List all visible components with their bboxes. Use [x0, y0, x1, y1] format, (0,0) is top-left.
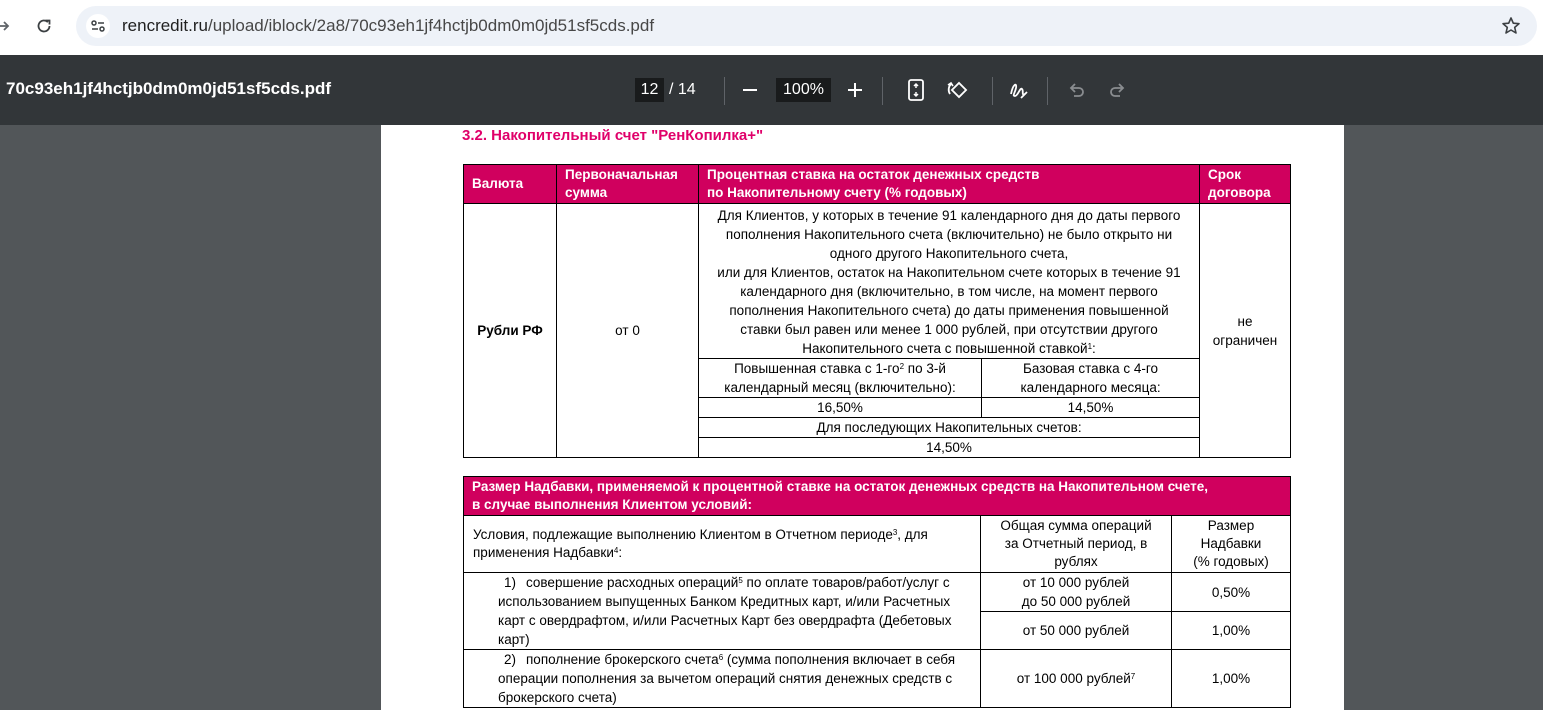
- col-bonus-header: Размер Надбавки (% годовых): [1172, 516, 1291, 573]
- bookmark-star-icon[interactable]: [1499, 14, 1523, 38]
- subsequent-label: Для последующих Накопительных счетов:: [699, 418, 1200, 438]
- subsequent-value: 14,50%: [699, 438, 1200, 458]
- header-initial-amount: Первоначальная сумма: [557, 165, 699, 204]
- condition-cell: Для Клиентов, у которых в течение 91 календарного дня до даты первого пополнения Накопительного счета (включительно) не было открыто ни одного другого Накопительного счета, или для Клиентов, остаток на Накопительном счете которых в течение 91 календарного дня (включительно, в том числе, на момент первого пополнения Накопительного счета) до даты применения повышенной ставки был равен или менее 1 000 рублей, при отсутствии другого Накопительного счета с повышенной ставкой$^1$:: [699, 204, 1200, 359]
- header-currency: Валюта: [464, 165, 557, 204]
- amount-range-1: от 10 000 рублей до 50 000 рублей: [981, 573, 1172, 612]
- header-term: Срок договора: [1200, 165, 1291, 204]
- table-row: [464, 573, 1291, 612]
- condition-1: 1) совершение расходных операций$^5$ по оплате товаров/работ/услуг с использованием выпущенных Банком Кредитных карт, и/или Расчетных карт с овердрафтом, и/или Расчетных Карт без овердрафта (Дебетовых карт): [464, 573, 981, 650]
- toolbar-divider: [1047, 77, 1048, 105]
- zoom-in-button[interactable]: [841, 76, 869, 104]
- rate-table-header: [464, 165, 1291, 204]
- table-row: [464, 650, 1291, 708]
- table-row: [464, 204, 1291, 359]
- toolbar-divider: [992, 77, 993, 105]
- bonus-value-2: 1,00%: [1172, 612, 1291, 650]
- amount-range-3: от 100 000 рублей$^7$: [981, 650, 1172, 708]
- browser-toolbar: [0, 0, 1543, 55]
- bonus-table: [463, 476, 1291, 708]
- zoom-out-button[interactable]: [736, 76, 764, 104]
- minus-icon: [742, 82, 758, 98]
- page-total: / 14: [669, 81, 696, 98]
- toolbar-divider: [882, 77, 883, 105]
- currency-cell: Рубли РФ: [464, 204, 557, 458]
- base-rate-value: 14,50%: [982, 398, 1200, 418]
- undo-button[interactable]: [1063, 76, 1091, 104]
- base-rate-label: Базовая ставка с 4-го календарного месяца:: [982, 359, 1200, 398]
- section-title: 3.2. Накопительный счет "РенКопилка+": [462, 127, 764, 144]
- term-cell: не ограничен: [1200, 204, 1291, 458]
- forward-arrow-icon[interactable]: [0, 14, 10, 38]
- site-info-icon[interactable]: [86, 14, 110, 38]
- condition-2: 2) пополнение брокерского счета$^6$ (сумма пополнения включает в себя операции пополнения за вычетом операций снятия денежных средств с брокерского счета): [464, 650, 981, 708]
- redo-icon: [1107, 80, 1127, 100]
- col-conditions-header: Условия, подлежащие выполнению Клиентом в Отчетном периоде$^3$, для применения Надбавки$^4$:: [464, 516, 981, 573]
- bonus-value-1: 0,50%: [1172, 573, 1291, 612]
- rotate-button[interactable]: [943, 76, 971, 104]
- bonus-value-3: 1,00%: [1172, 650, 1291, 708]
- pdf-page: [381, 125, 1344, 710]
- amount-cell: от 0: [557, 204, 699, 458]
- url-host: rencredit.ru: [122, 16, 208, 35]
- toolbar-divider: [724, 77, 725, 105]
- rate-table: [463, 164, 1291, 458]
- col-total-header: Общая сумма операций за Отчетный период, в рублях: [981, 516, 1172, 573]
- fit-to-page-button[interactable]: [902, 76, 930, 104]
- header-rate: Процентная ставка на остаток денежных средств по Накопительному счету (% годовых): [699, 165, 1200, 204]
- reload-icon[interactable]: [30, 12, 58, 40]
- pdf-viewport[interactable]: [0, 125, 1543, 710]
- increased-rate-value: 16,50%: [699, 398, 982, 418]
- amount-range-2: от 50 000 рублей: [981, 612, 1172, 650]
- increased-rate-label: Повышенная ставка с $1-го^2$ по 3-й календарный месяц (включительно):: [699, 359, 982, 398]
- plus-icon: [847, 82, 863, 98]
- redo-button[interactable]: [1103, 76, 1131, 104]
- draw-button[interactable]: [1005, 76, 1033, 104]
- page-number-input[interactable]: 12: [635, 78, 664, 102]
- url-path: /upload/iblock/2a8/70c93eh1jf4hctjb0dm0m0jd51sf5cds.pdf: [207, 16, 655, 35]
- bonus-table-header: Размер Надбавки, применяемой к процентной ставке на остаток денежных средств на Накопительном счете, в случае выполнения Клиентом условий:: [464, 477, 1291, 516]
- document-title: 70c93eh1jf4hctjb0dm0m0jd51sf5cds.pdf: [6, 79, 332, 98]
- url-text[interactable]: [122, 16, 654, 36]
- address-bar[interactable]: [76, 6, 1537, 46]
- zoom-input[interactable]: 100%: [776, 78, 831, 102]
- draw-icon: [1008, 79, 1030, 101]
- pdf-toolbar: [0, 55, 1543, 125]
- table-row: [464, 516, 1291, 573]
- rotate-icon: [945, 78, 969, 102]
- undo-icon: [1067, 80, 1087, 100]
- fit-page-icon: [907, 79, 925, 101]
